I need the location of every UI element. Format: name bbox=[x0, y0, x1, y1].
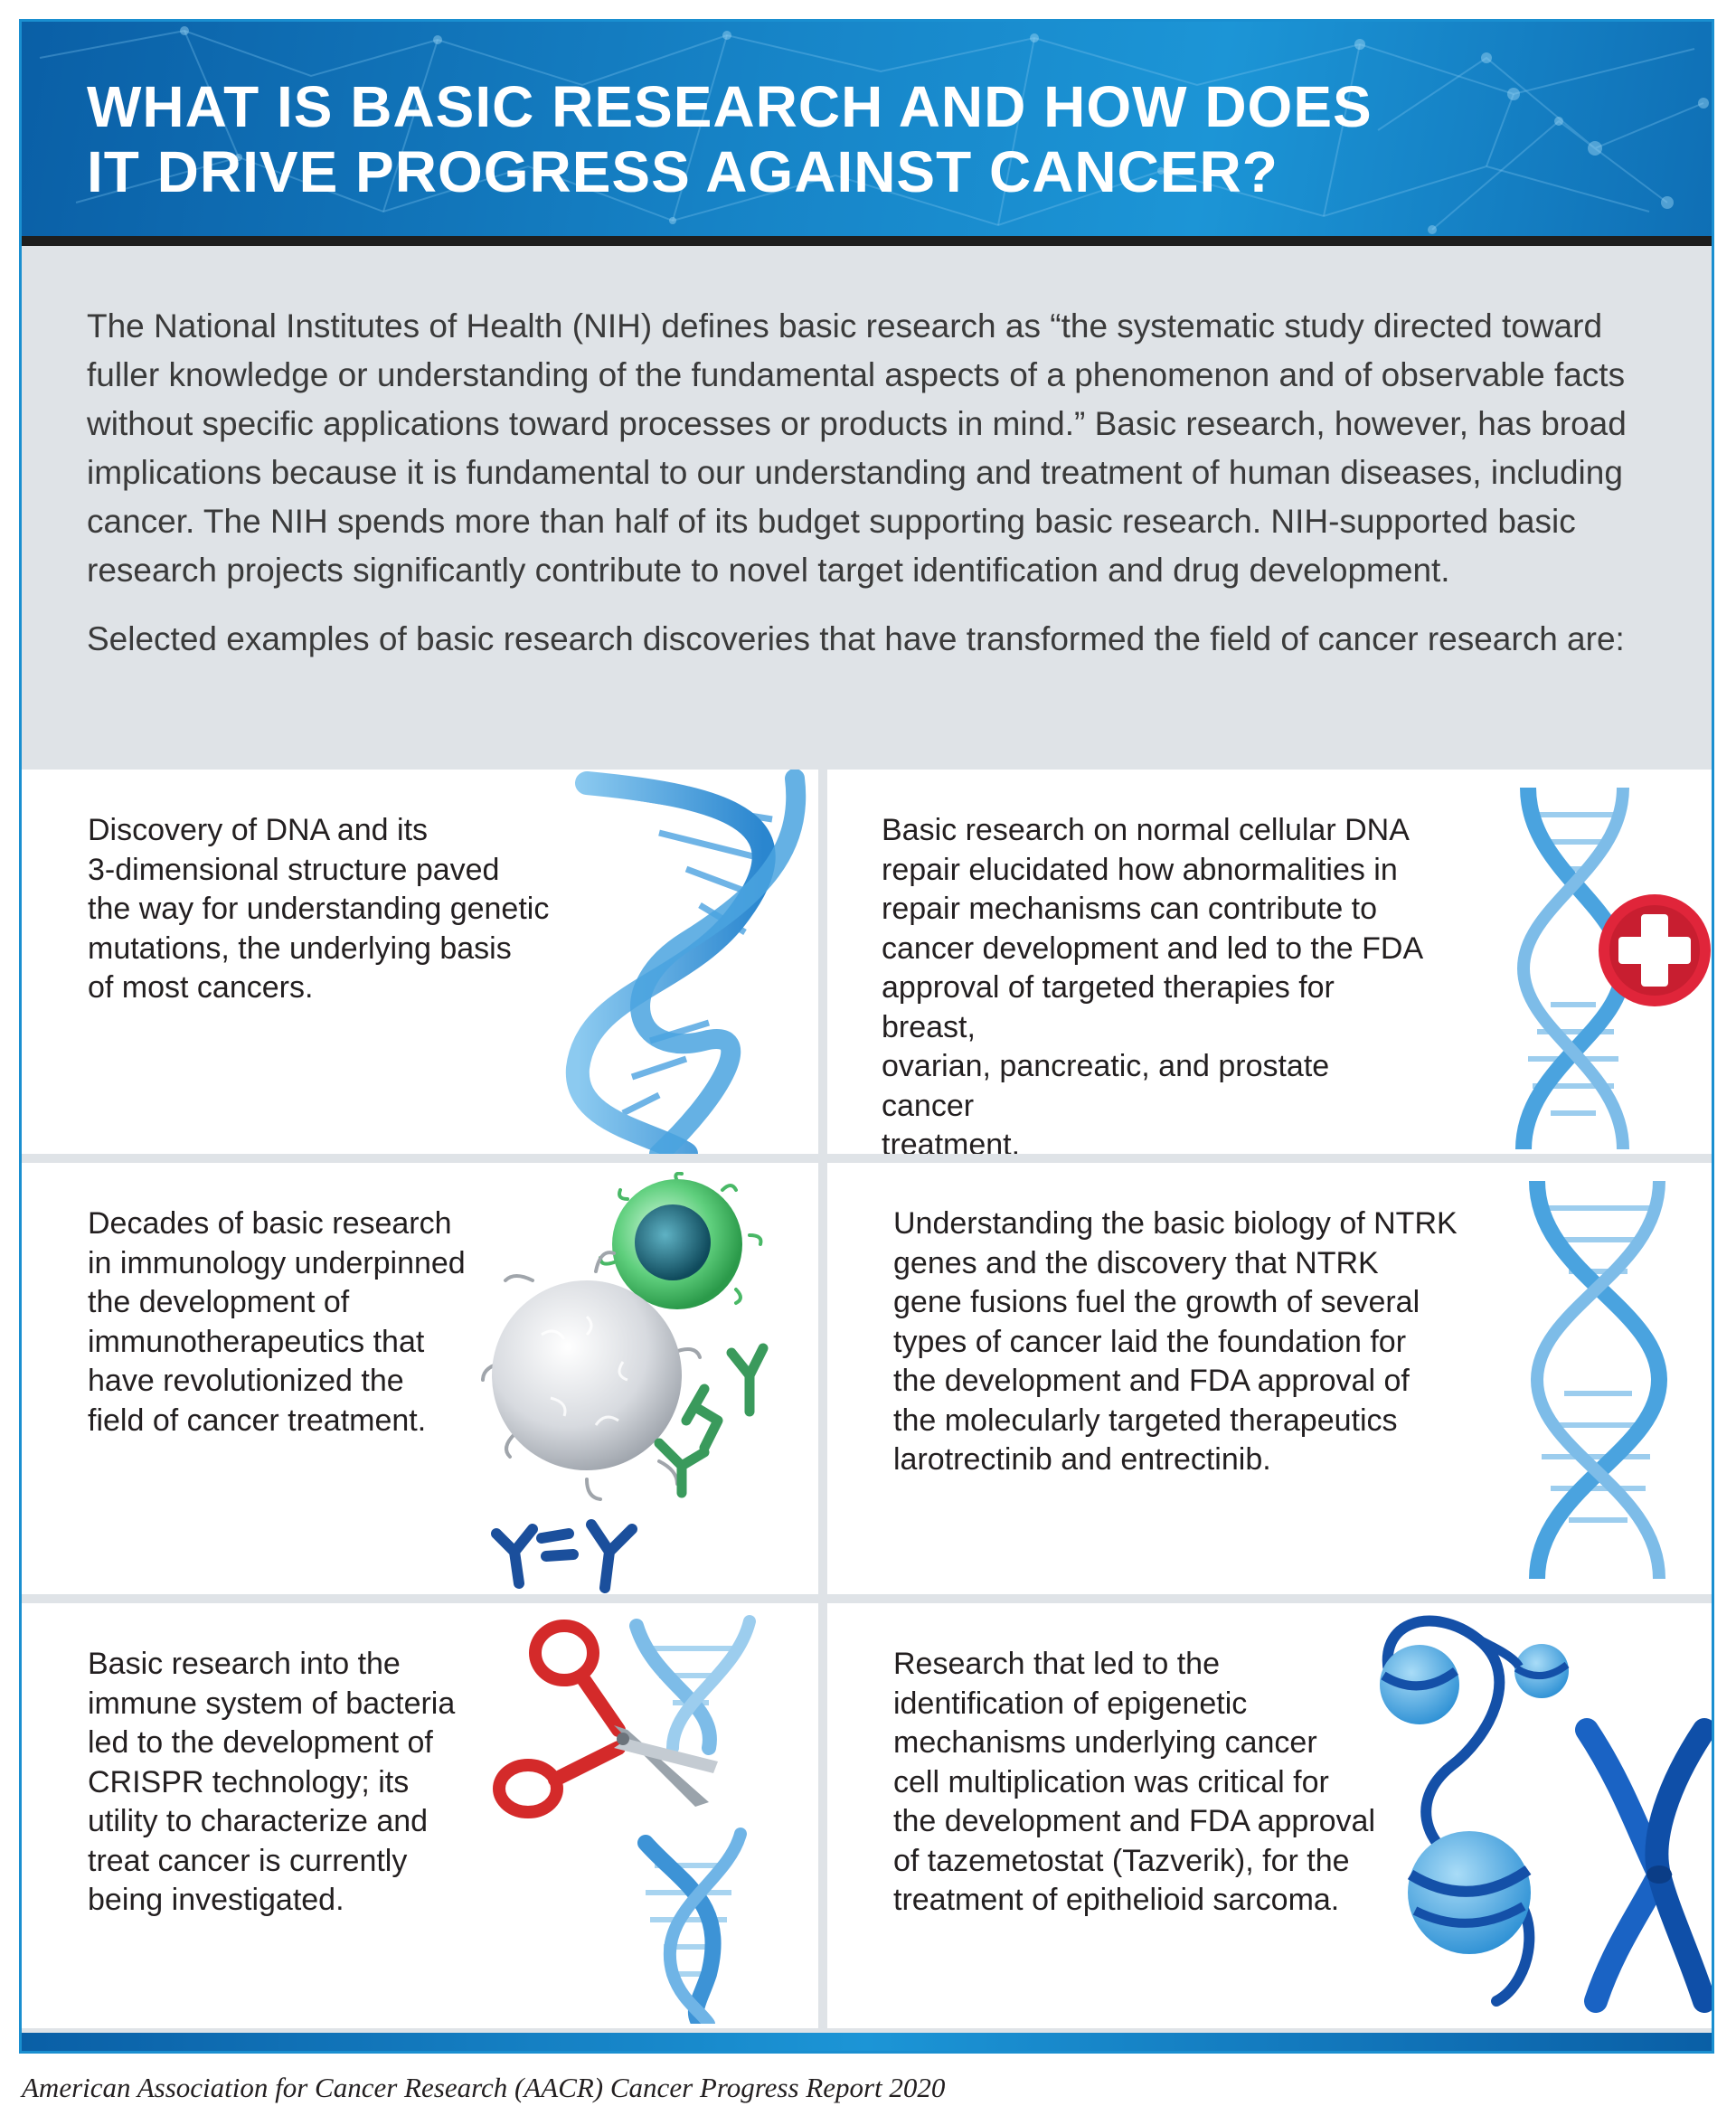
card-ntrk bbox=[827, 1163, 1714, 1594]
infographic-frame bbox=[19, 19, 1714, 2054]
card-dna-repair bbox=[827, 770, 1714, 1154]
card-dna-discovery bbox=[22, 770, 818, 1154]
immune-cells-antibodies-icon bbox=[478, 1172, 818, 1594]
card-text: Understanding the basic biology of NTRK genes and the discovery that NTRK gene fusions fuel the growth of several types of cancer laid the foundation for the development and FDA approval of the molecularly targeted therapeutics larotrectinib and entrectinib. bbox=[893, 1206, 1458, 1477]
card-text: Decades of basic research in immunology underpinned the development of immunotherapeutics that have revolutionized the field of cancer treatment. bbox=[88, 1206, 466, 1438]
card-text: Basic research into the immune system of bacteria led to the development of CRISPR technology; its utility to characterize and treat cancer is currently being investigated. bbox=[88, 1647, 456, 1917]
scissors-dna-icon bbox=[492, 1612, 818, 2024]
card-epigenetics bbox=[827, 1603, 1714, 2028]
dna-medical-cross-icon bbox=[1469, 779, 1714, 1154]
card-immunology bbox=[22, 1163, 818, 1594]
intro-section bbox=[87, 302, 1651, 664]
intro-paragraph-2: Selected examples of basic research discoveries that have transformed the field of cancer research are: bbox=[87, 620, 1625, 657]
dna-helix-icon bbox=[1514, 1172, 1714, 1594]
card-text: Basic research on normal cellular DNA repair elucidated how abnormalities in repair mechanisms can contribute to cancer development and led to the FDA approval of targeted therapies for breast, ovarian, pancreatic, and prostate cancer treatment. bbox=[882, 813, 1424, 1154]
header-banner bbox=[22, 22, 1712, 236]
title-line-2: IT DRIVE PROGRESS AGAINST CANCER? bbox=[87, 139, 1278, 204]
card-text: Discovery of DNA and its 3-dimensional structure paved the way for understanding genetic mutations, the underlying basis of most cancers. bbox=[88, 813, 550, 1005]
card-text: Research that led to the identification of epigenetic mechanisms underlying cancer cell multiplication was critical for the development and FDA approval of tazemetostat (Tazverik), for the treatment of epithelioid sarcoma. bbox=[893, 1647, 1376, 1917]
title-line-1: WHAT IS BASIC RESEARCH AND HOW DOES bbox=[87, 74, 1373, 139]
dna-helix-icon bbox=[551, 770, 818, 1154]
citation: American Association for Cancer Research (AACR) Cancer Progress Report 2020 bbox=[22, 2072, 946, 2103]
header-divider bbox=[22, 236, 1712, 246]
chromosome-nucleosome-icon bbox=[1370, 1603, 1714, 2028]
page-title bbox=[87, 74, 1624, 204]
footer-bar bbox=[22, 2033, 1712, 2054]
intro-paragraph-1: The National Institutes of Health (NIH) defines basic research as “the systematic study directed toward fuller knowledge or understanding of the fundamental aspects of a phenomenon and of observable facts without specific applications toward processes or products in mind.” Basic research, however, has broad implications because it is fundamental to our understanding and treatment of human diseases, including cancer. The NIH spends more than half of its budget supporting basic research. NIH-supported basic research projects significantly contribute to novel target identification and drug development. bbox=[87, 307, 1627, 589]
card-crispr bbox=[22, 1603, 818, 2028]
